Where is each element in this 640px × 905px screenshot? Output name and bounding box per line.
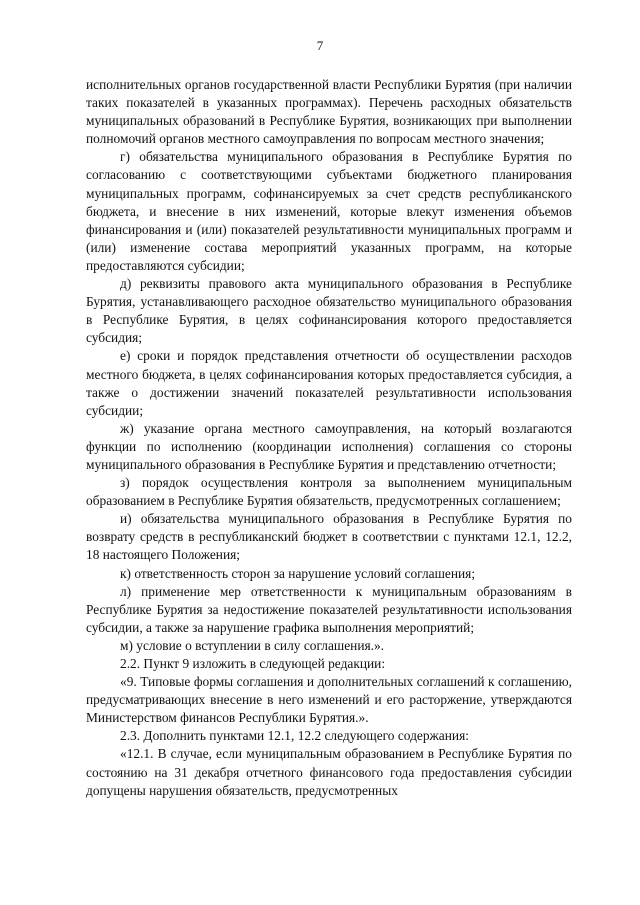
paragraph-item-e: е) сроки и порядок представления отчетности об осуществлении расходов местного бюджета, в целях софинансирования которых предоставляется субсидия, а также о достижении значений показателей результативности использования субсидии;: [86, 348, 572, 418]
page-number: 7: [316, 38, 324, 53]
paragraph-2-2: 2.2. Пункт 9 изложить в следующей редакции:: [120, 656, 386, 671]
paragraph-item-g: г) обязательства муниципального образования в Республике Бурятия по согласованию с соответствующими субъектами бюджетного планирования муниципальных программ, софинансируемых за счет средств республиканского бюджета, и внесение в них изменений, которые влекут изменения объемов финансирования и (или) показателей результативности муниципальных программ и (или) изменение состава мероприятий указанных программ, на которые предоставляются субсидии;: [86, 149, 572, 273]
paragraph-item-d: д) реквизиты правового акта муниципального образования в Республике Бурятия, устанавливающего расходное обязательство муниципального образования в Республике Бурятия, в целях софинансирования которого предоставляется субсидия;: [86, 276, 572, 346]
paragraph-item-i: и) обязательства муниципального образования в Республике Бурятия по возврату средств в республиканский бюджет в соответствии с пунктами 12.1, 12.2, 18 настоящего Положения;: [86, 511, 572, 563]
document-body: [86, 76, 572, 800]
paragraph-2-3: 2.3. Дополнить пунктами 12.1, 12.2 следующего содержания:: [120, 728, 469, 744]
paragraph-item-z: з) порядок осуществления контроля за выполнением муниципальным образованием в Республике Бурятия обязательств, предусмотренных соглашением;: [86, 475, 572, 509]
paragraph-clause-9: «9. Типовые формы соглашения и дополнительных соглашений к соглашению, предусматривающих внесение в него изменений и его расторжение, утверждаются Министерством финансов Республики Бурятия.».: [86, 674, 572, 726]
paragraph-clause-12-1: «12.1. В случае, если муниципальным образованием в Республике Бурятия по состоянию на 31 декабря отчетного финансового года предоставления субсидии допущены нарушения обязательств, предусмотренных: [86, 746, 572, 798]
paragraph-item-m: м) условие о вступлении в силу соглашения.».: [120, 637, 385, 653]
paragraph-item-k: к) ответственность сторон за нарушение условий соглашения;: [120, 565, 476, 581]
paragraph-item-zh: ж) указание органа местного самоуправления, на который возлагаются функции по исполнению (координации исполнения) соглашения со стороны муниципального образования в Республике Бурятия и представлению отчетности;: [86, 420, 572, 472]
paragraph-item-l: л) применение мер ответственности к муниципальным образованиям в Республике Бурятия за недостижение показателей результативности использования субсидии, а также за нарушение графика выполнения мероприятий;: [86, 583, 572, 635]
paragraph-continuation: исполнительных органов государственной власти Республики Бурятия (при наличии таких показателей в указанных программах). Перечень расходных обязательств муниципальных образований в Республике Бурятия, возникающих при выполнении полномочий органов местного самоуправления по вопросам местного значения;: [86, 77, 572, 147]
